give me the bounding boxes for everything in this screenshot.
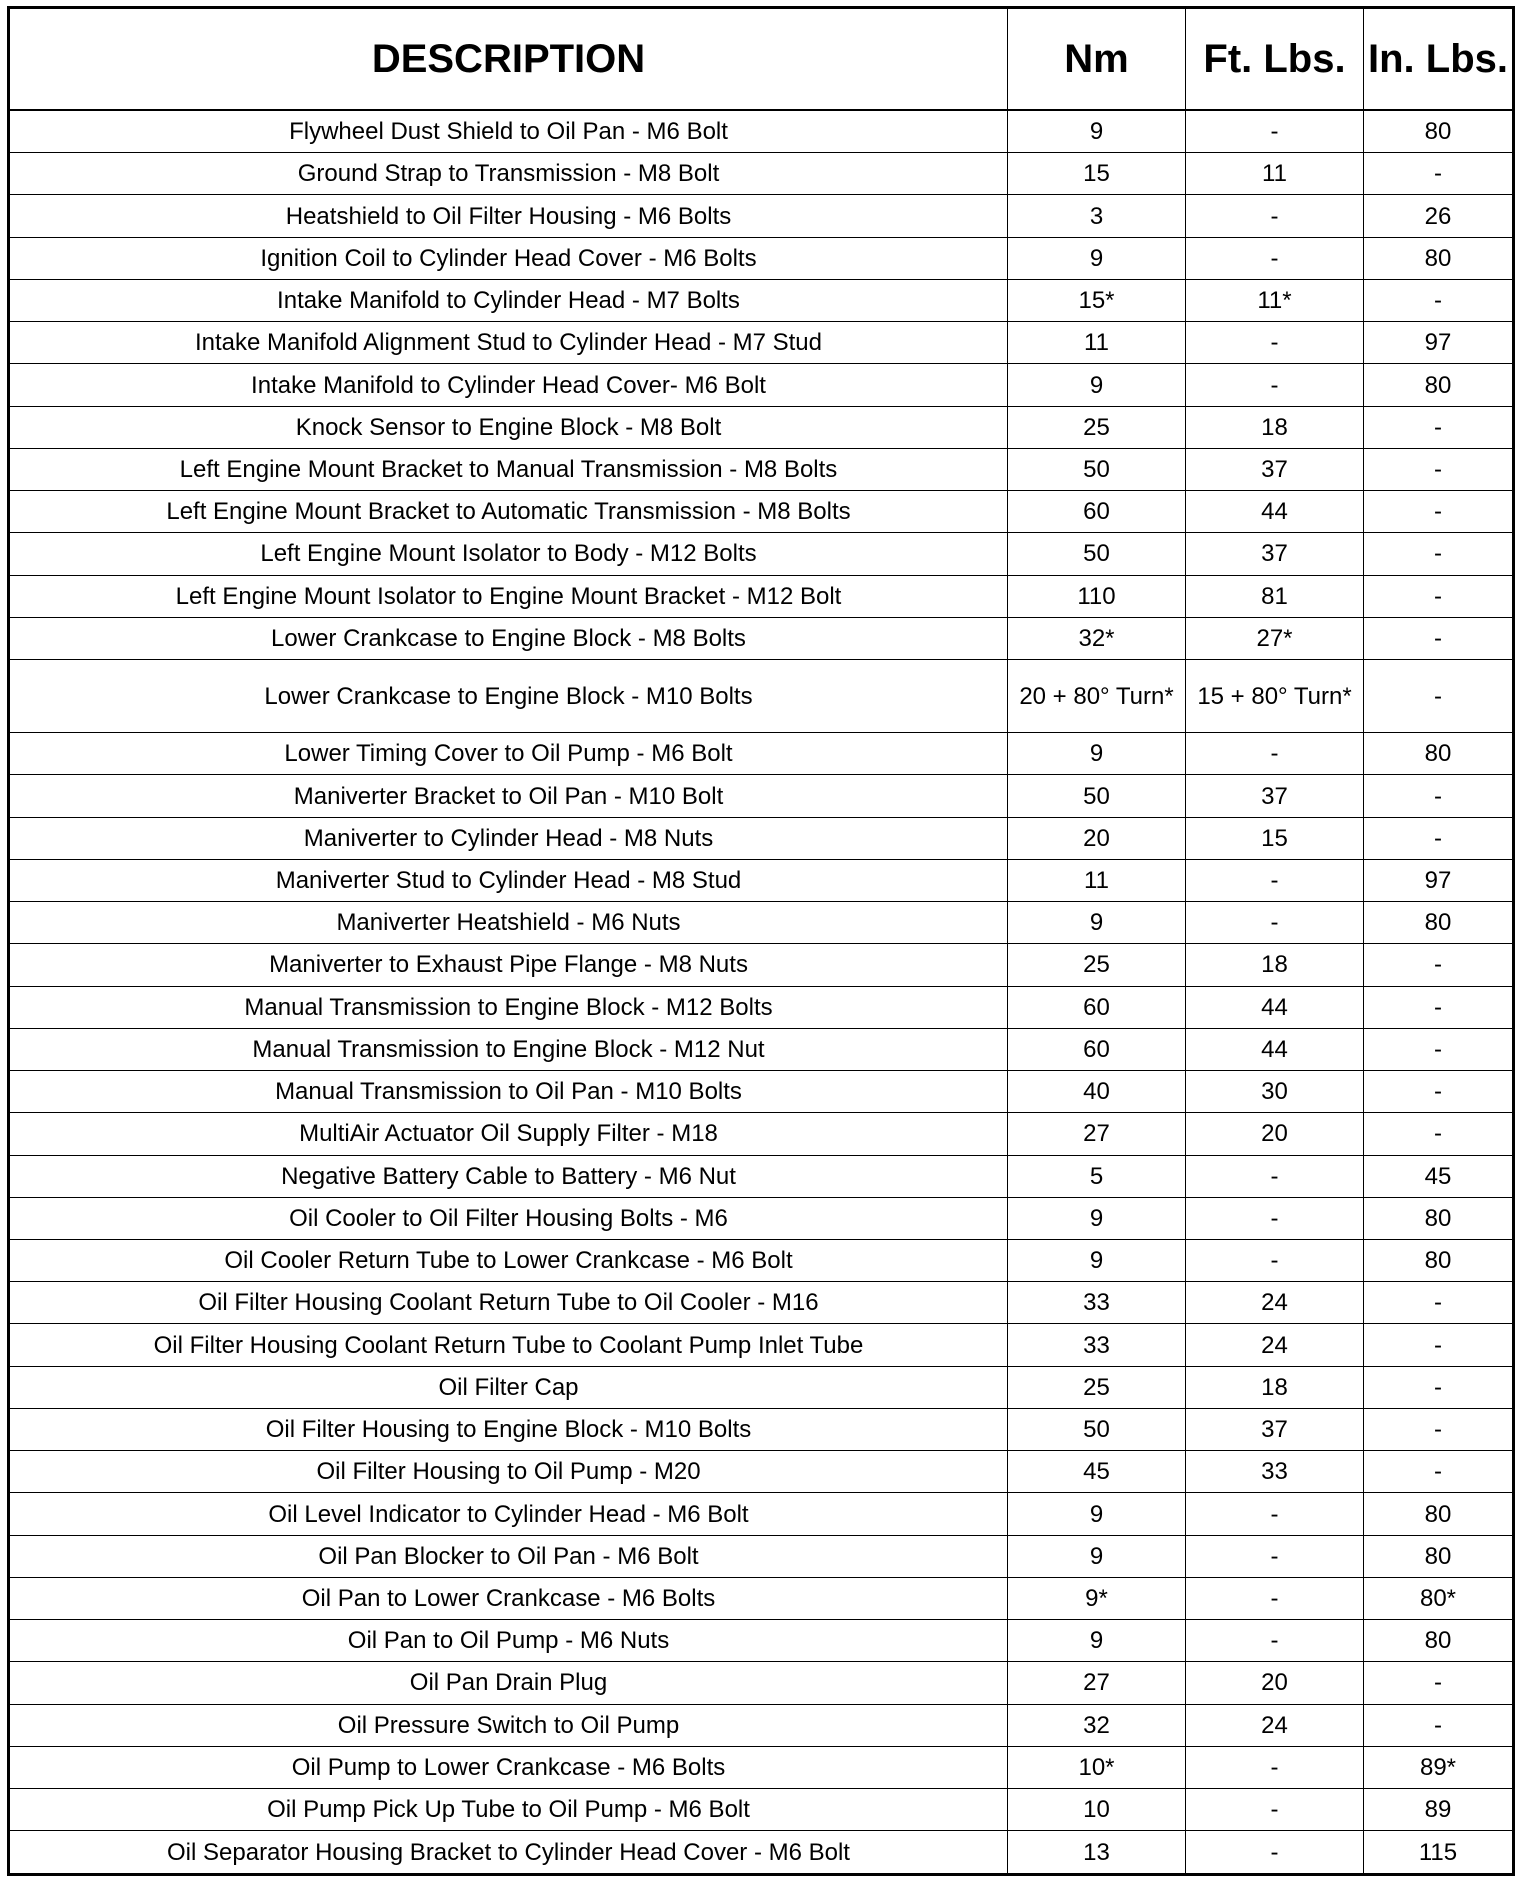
cell-description: Oil Pan to Lower Crankcase - M6 Bolts bbox=[9, 1577, 1008, 1619]
cell-nm: 32 bbox=[1008, 1704, 1186, 1746]
cell-description: Lower Crankcase to Engine Block - M8 Bolts bbox=[9, 617, 1008, 659]
table-row bbox=[9, 1113, 1514, 1155]
cell-in-lbs: - bbox=[1364, 406, 1514, 448]
cell-nm: 9 bbox=[1008, 364, 1186, 406]
cell-ft-lbs: 44 bbox=[1186, 986, 1364, 1028]
cell-nm: 50 bbox=[1008, 533, 1186, 575]
cell-ft-lbs: 20 bbox=[1186, 1662, 1364, 1704]
cell-description: Oil Separator Housing Bracket to Cylinder Head Cover - M6 Bolt bbox=[9, 1831, 1008, 1875]
cell-in-lbs: - bbox=[1364, 1028, 1514, 1070]
cell-nm: 11 bbox=[1008, 322, 1186, 364]
cell-nm: 27 bbox=[1008, 1113, 1186, 1155]
cell-in-lbs: 80* bbox=[1364, 1577, 1514, 1619]
cell-in-lbs: - bbox=[1364, 1071, 1514, 1113]
table-row bbox=[9, 617, 1514, 659]
table-row bbox=[9, 1789, 1514, 1831]
cell-in-lbs: - bbox=[1364, 1324, 1514, 1366]
table-row bbox=[9, 322, 1514, 364]
table-row bbox=[9, 1408, 1514, 1450]
cell-nm: 40 bbox=[1008, 1071, 1186, 1113]
table-body bbox=[9, 110, 1514, 1875]
table-row bbox=[9, 902, 1514, 944]
cell-ft-lbs: - bbox=[1186, 859, 1364, 901]
cell-nm: 10 bbox=[1008, 1789, 1186, 1831]
cell-nm: 11 bbox=[1008, 859, 1186, 901]
table-row bbox=[9, 817, 1514, 859]
table-row bbox=[9, 1746, 1514, 1788]
cell-ft-lbs: 18 bbox=[1186, 1366, 1364, 1408]
cell-nm: 60 bbox=[1008, 1028, 1186, 1070]
cell-ft-lbs: - bbox=[1186, 237, 1364, 279]
cell-ft-lbs: - bbox=[1186, 1831, 1364, 1875]
cell-ft-lbs: - bbox=[1186, 733, 1364, 775]
table-header bbox=[9, 8, 1514, 111]
cell-description: Ground Strap to Transmission - M8 Bolt bbox=[9, 153, 1008, 195]
table-row bbox=[9, 1155, 1514, 1197]
table-row bbox=[9, 110, 1514, 153]
cell-nm: 110 bbox=[1008, 575, 1186, 617]
cell-ft-lbs: - bbox=[1186, 195, 1364, 237]
cell-nm: 25 bbox=[1008, 406, 1186, 448]
cell-in-lbs: 80 bbox=[1364, 733, 1514, 775]
table-row bbox=[9, 1197, 1514, 1239]
cell-in-lbs: - bbox=[1364, 448, 1514, 490]
cell-ft-lbs: 81 bbox=[1186, 575, 1364, 617]
cell-in-lbs: - bbox=[1364, 279, 1514, 321]
cell-nm: 33 bbox=[1008, 1324, 1186, 1366]
cell-in-lbs: - bbox=[1364, 1408, 1514, 1450]
cell-ft-lbs: - bbox=[1186, 902, 1364, 944]
cell-nm: 20 bbox=[1008, 817, 1186, 859]
cell-description: Maniverter Bracket to Oil Pan - M10 Bolt bbox=[9, 775, 1008, 817]
cell-description: Knock Sensor to Engine Block - M8 Bolt bbox=[9, 406, 1008, 448]
cell-description: Manual Transmission to Engine Block - M12 Bolts bbox=[9, 986, 1008, 1028]
cell-ft-lbs: - bbox=[1186, 1493, 1364, 1535]
cell-in-lbs: - bbox=[1364, 775, 1514, 817]
cell-description: MultiAir Actuator Oil Supply Filter - M18 bbox=[9, 1113, 1008, 1155]
table-row bbox=[9, 1366, 1514, 1408]
cell-description: Heatshield to Oil Filter Housing - M6 Bolts bbox=[9, 195, 1008, 237]
cell-description: Oil Filter Housing Coolant Return Tube to Coolant Pump Inlet Tube bbox=[9, 1324, 1008, 1366]
header-row bbox=[9, 8, 1514, 111]
cell-in-lbs: - bbox=[1364, 617, 1514, 659]
cell-nm: 13 bbox=[1008, 1831, 1186, 1875]
table-row bbox=[9, 1451, 1514, 1493]
cell-ft-lbs: 37 bbox=[1186, 1408, 1364, 1450]
cell-description: Left Engine Mount Isolator to Engine Mount Bracket - M12 Bolt bbox=[9, 575, 1008, 617]
cell-description: Oil Pan to Oil Pump - M6 Nuts bbox=[9, 1620, 1008, 1662]
cell-description: Intake Manifold to Cylinder Head Cover- M6 Bolt bbox=[9, 364, 1008, 406]
table-row bbox=[9, 859, 1514, 901]
cell-description: Oil Pan Blocker to Oil Pan - M6 Bolt bbox=[9, 1535, 1008, 1577]
cell-nm: 33 bbox=[1008, 1282, 1186, 1324]
cell-in-lbs: - bbox=[1364, 153, 1514, 195]
cell-in-lbs: - bbox=[1364, 1662, 1514, 1704]
cell-ft-lbs: 33 bbox=[1186, 1451, 1364, 1493]
table-row bbox=[9, 1240, 1514, 1282]
cell-in-lbs: 80 bbox=[1364, 110, 1514, 153]
cell-ft-lbs: - bbox=[1186, 322, 1364, 364]
torque-spec-table bbox=[7, 6, 1515, 1876]
cell-in-lbs: 80 bbox=[1364, 1493, 1514, 1535]
cell-description: Manual Transmission to Oil Pan - M10 Bolts bbox=[9, 1071, 1008, 1113]
table-row bbox=[9, 575, 1514, 617]
cell-description: Negative Battery Cable to Battery - M6 Nut bbox=[9, 1155, 1008, 1197]
cell-description: Left Engine Mount Bracket to Manual Transmission - M8 Bolts bbox=[9, 448, 1008, 490]
cell-description: Oil Level Indicator to Cylinder Head - M6 Bolt bbox=[9, 1493, 1008, 1535]
table-row bbox=[9, 1535, 1514, 1577]
cell-description: Intake Manifold Alignment Stud to Cylinder Head - M7 Stud bbox=[9, 322, 1008, 364]
cell-in-lbs: - bbox=[1364, 575, 1514, 617]
cell-in-lbs: 80 bbox=[1364, 1240, 1514, 1282]
cell-in-lbs: 89* bbox=[1364, 1746, 1514, 1788]
cell-in-lbs: - bbox=[1364, 1366, 1514, 1408]
cell-nm: 9 bbox=[1008, 1620, 1186, 1662]
header-ft-lbs: Ft. Lbs. bbox=[1186, 8, 1364, 111]
cell-ft-lbs: - bbox=[1186, 1155, 1364, 1197]
cell-ft-lbs: - bbox=[1186, 1240, 1364, 1282]
table-row bbox=[9, 491, 1514, 533]
cell-ft-lbs: 30 bbox=[1186, 1071, 1364, 1113]
table-row bbox=[9, 406, 1514, 448]
cell-ft-lbs: 18 bbox=[1186, 406, 1364, 448]
cell-description: Oil Cooler Return Tube to Lower Crankcase - M6 Bolt bbox=[9, 1240, 1008, 1282]
cell-ft-lbs: - bbox=[1186, 110, 1364, 153]
table-row bbox=[9, 195, 1514, 237]
cell-nm: 20 + 80° Turn* bbox=[1008, 660, 1186, 733]
cell-nm: 9 bbox=[1008, 1535, 1186, 1577]
cell-in-lbs: - bbox=[1364, 533, 1514, 575]
cell-in-lbs: 80 bbox=[1364, 364, 1514, 406]
table-row bbox=[9, 1324, 1514, 1366]
cell-nm: 32* bbox=[1008, 617, 1186, 659]
table-row bbox=[9, 775, 1514, 817]
cell-description: Oil Pan Drain Plug bbox=[9, 1662, 1008, 1704]
table-row bbox=[9, 1831, 1514, 1875]
cell-ft-lbs: 15 bbox=[1186, 817, 1364, 859]
cell-description: Manual Transmission to Engine Block - M12 Nut bbox=[9, 1028, 1008, 1070]
cell-in-lbs: - bbox=[1364, 1704, 1514, 1746]
cell-description: Intake Manifold to Cylinder Head - M7 Bolts bbox=[9, 279, 1008, 321]
cell-nm: 27 bbox=[1008, 1662, 1186, 1704]
cell-nm: 45 bbox=[1008, 1451, 1186, 1493]
cell-in-lbs: - bbox=[1364, 986, 1514, 1028]
cell-in-lbs: - bbox=[1364, 1282, 1514, 1324]
cell-description: Oil Filter Housing to Oil Pump - M20 bbox=[9, 1451, 1008, 1493]
cell-ft-lbs: - bbox=[1186, 1535, 1364, 1577]
cell-nm: 50 bbox=[1008, 448, 1186, 490]
cell-description: Oil Filter Housing to Engine Block - M10 Bolts bbox=[9, 1408, 1008, 1450]
cell-nm: 15 bbox=[1008, 153, 1186, 195]
cell-ft-lbs: 37 bbox=[1186, 448, 1364, 490]
cell-in-lbs: 115 bbox=[1364, 1831, 1514, 1875]
table-row bbox=[9, 1577, 1514, 1619]
cell-description: Ignition Coil to Cylinder Head Cover - M6 Bolts bbox=[9, 237, 1008, 279]
cell-in-lbs: 45 bbox=[1364, 1155, 1514, 1197]
cell-nm: 3 bbox=[1008, 195, 1186, 237]
table-row bbox=[9, 533, 1514, 575]
cell-description: Maniverter to Exhaust Pipe Flange - M8 Nuts bbox=[9, 944, 1008, 986]
cell-ft-lbs: - bbox=[1186, 1789, 1364, 1831]
cell-nm: 5 bbox=[1008, 1155, 1186, 1197]
cell-in-lbs: - bbox=[1364, 944, 1514, 986]
table-row bbox=[9, 1282, 1514, 1324]
cell-in-lbs: 97 bbox=[1364, 859, 1514, 901]
table-row bbox=[9, 153, 1514, 195]
table-row bbox=[9, 1620, 1514, 1662]
cell-ft-lbs: 37 bbox=[1186, 533, 1364, 575]
table-row bbox=[9, 986, 1514, 1028]
cell-ft-lbs: 27* bbox=[1186, 617, 1364, 659]
cell-nm: 10* bbox=[1008, 1746, 1186, 1788]
cell-description: Left Engine Mount Bracket to Automatic Transmission - M8 Bolts bbox=[9, 491, 1008, 533]
cell-nm: 9* bbox=[1008, 1577, 1186, 1619]
table-row bbox=[9, 1028, 1514, 1070]
cell-in-lbs: 89 bbox=[1364, 1789, 1514, 1831]
cell-ft-lbs: - bbox=[1186, 1620, 1364, 1662]
cell-in-lbs: - bbox=[1364, 817, 1514, 859]
cell-in-lbs: 80 bbox=[1364, 1620, 1514, 1662]
cell-description: Oil Pump Pick Up Tube to Oil Pump - M6 Bolt bbox=[9, 1789, 1008, 1831]
cell-nm: 50 bbox=[1008, 1408, 1186, 1450]
cell-in-lbs: 80 bbox=[1364, 902, 1514, 944]
cell-description: Oil Filter Cap bbox=[9, 1366, 1008, 1408]
table-row bbox=[9, 1662, 1514, 1704]
cell-in-lbs: - bbox=[1364, 1451, 1514, 1493]
cell-nm: 9 bbox=[1008, 1240, 1186, 1282]
cell-nm: 9 bbox=[1008, 733, 1186, 775]
cell-ft-lbs: - bbox=[1186, 1746, 1364, 1788]
cell-description: Oil Cooler to Oil Filter Housing Bolts - M6 bbox=[9, 1197, 1008, 1239]
cell-description: Left Engine Mount Isolator to Body - M12 Bolts bbox=[9, 533, 1008, 575]
table-row bbox=[9, 944, 1514, 986]
table-row bbox=[9, 1704, 1514, 1746]
table-row bbox=[9, 660, 1514, 733]
table-row bbox=[9, 237, 1514, 279]
cell-description: Oil Pressure Switch to Oil Pump bbox=[9, 1704, 1008, 1746]
table-row bbox=[9, 448, 1514, 490]
cell-nm: 9 bbox=[1008, 1493, 1186, 1535]
cell-nm: 9 bbox=[1008, 110, 1186, 153]
cell-description: Lower Timing Cover to Oil Pump - M6 Bolt bbox=[9, 733, 1008, 775]
cell-ft-lbs: 20 bbox=[1186, 1113, 1364, 1155]
cell-in-lbs: 97 bbox=[1364, 322, 1514, 364]
header-in-lbs: In. Lbs. bbox=[1364, 8, 1514, 111]
cell-description: Maniverter Heatshield - M6 Nuts bbox=[9, 902, 1008, 944]
cell-in-lbs: 80 bbox=[1364, 1535, 1514, 1577]
cell-in-lbs: 26 bbox=[1364, 195, 1514, 237]
table-row bbox=[9, 733, 1514, 775]
cell-ft-lbs: 24 bbox=[1186, 1282, 1364, 1324]
cell-in-lbs: 80 bbox=[1364, 1197, 1514, 1239]
table-row bbox=[9, 1071, 1514, 1113]
cell-nm: 9 bbox=[1008, 902, 1186, 944]
cell-nm: 60 bbox=[1008, 986, 1186, 1028]
cell-ft-lbs: 11 bbox=[1186, 153, 1364, 195]
cell-ft-lbs: 37 bbox=[1186, 775, 1364, 817]
cell-ft-lbs: 18 bbox=[1186, 944, 1364, 986]
cell-description: Lower Crankcase to Engine Block - M10 Bolts bbox=[9, 660, 1008, 733]
cell-ft-lbs: 15 + 80° Turn* bbox=[1186, 660, 1364, 733]
cell-description: Oil Pump to Lower Crankcase - M6 Bolts bbox=[9, 1746, 1008, 1788]
cell-nm: 9 bbox=[1008, 237, 1186, 279]
cell-description: Oil Filter Housing Coolant Return Tube to Oil Cooler - M16 bbox=[9, 1282, 1008, 1324]
cell-description: Flywheel Dust Shield to Oil Pan - M6 Bolt bbox=[9, 110, 1008, 153]
cell-ft-lbs: 11* bbox=[1186, 279, 1364, 321]
cell-nm: 50 bbox=[1008, 775, 1186, 817]
cell-nm: 9 bbox=[1008, 1197, 1186, 1239]
cell-ft-lbs: 44 bbox=[1186, 491, 1364, 533]
cell-nm: 25 bbox=[1008, 944, 1186, 986]
cell-ft-lbs: 44 bbox=[1186, 1028, 1364, 1070]
header-description: DESCRIPTION bbox=[9, 8, 1008, 111]
cell-nm: 15* bbox=[1008, 279, 1186, 321]
cell-nm: 60 bbox=[1008, 491, 1186, 533]
cell-description: Maniverter Stud to Cylinder Head - M8 Stud bbox=[9, 859, 1008, 901]
header-nm: Nm bbox=[1008, 8, 1186, 111]
cell-ft-lbs: - bbox=[1186, 364, 1364, 406]
cell-in-lbs: - bbox=[1364, 491, 1514, 533]
table-row bbox=[9, 1493, 1514, 1535]
table-row bbox=[9, 364, 1514, 406]
table-row bbox=[9, 279, 1514, 321]
cell-in-lbs: 80 bbox=[1364, 237, 1514, 279]
cell-in-lbs: - bbox=[1364, 1113, 1514, 1155]
cell-ft-lbs: 24 bbox=[1186, 1704, 1364, 1746]
cell-nm: 25 bbox=[1008, 1366, 1186, 1408]
cell-ft-lbs: - bbox=[1186, 1197, 1364, 1239]
cell-in-lbs: - bbox=[1364, 660, 1514, 733]
cell-description: Maniverter to Cylinder Head - M8 Nuts bbox=[9, 817, 1008, 859]
cell-ft-lbs: 24 bbox=[1186, 1324, 1364, 1366]
cell-ft-lbs: - bbox=[1186, 1577, 1364, 1619]
